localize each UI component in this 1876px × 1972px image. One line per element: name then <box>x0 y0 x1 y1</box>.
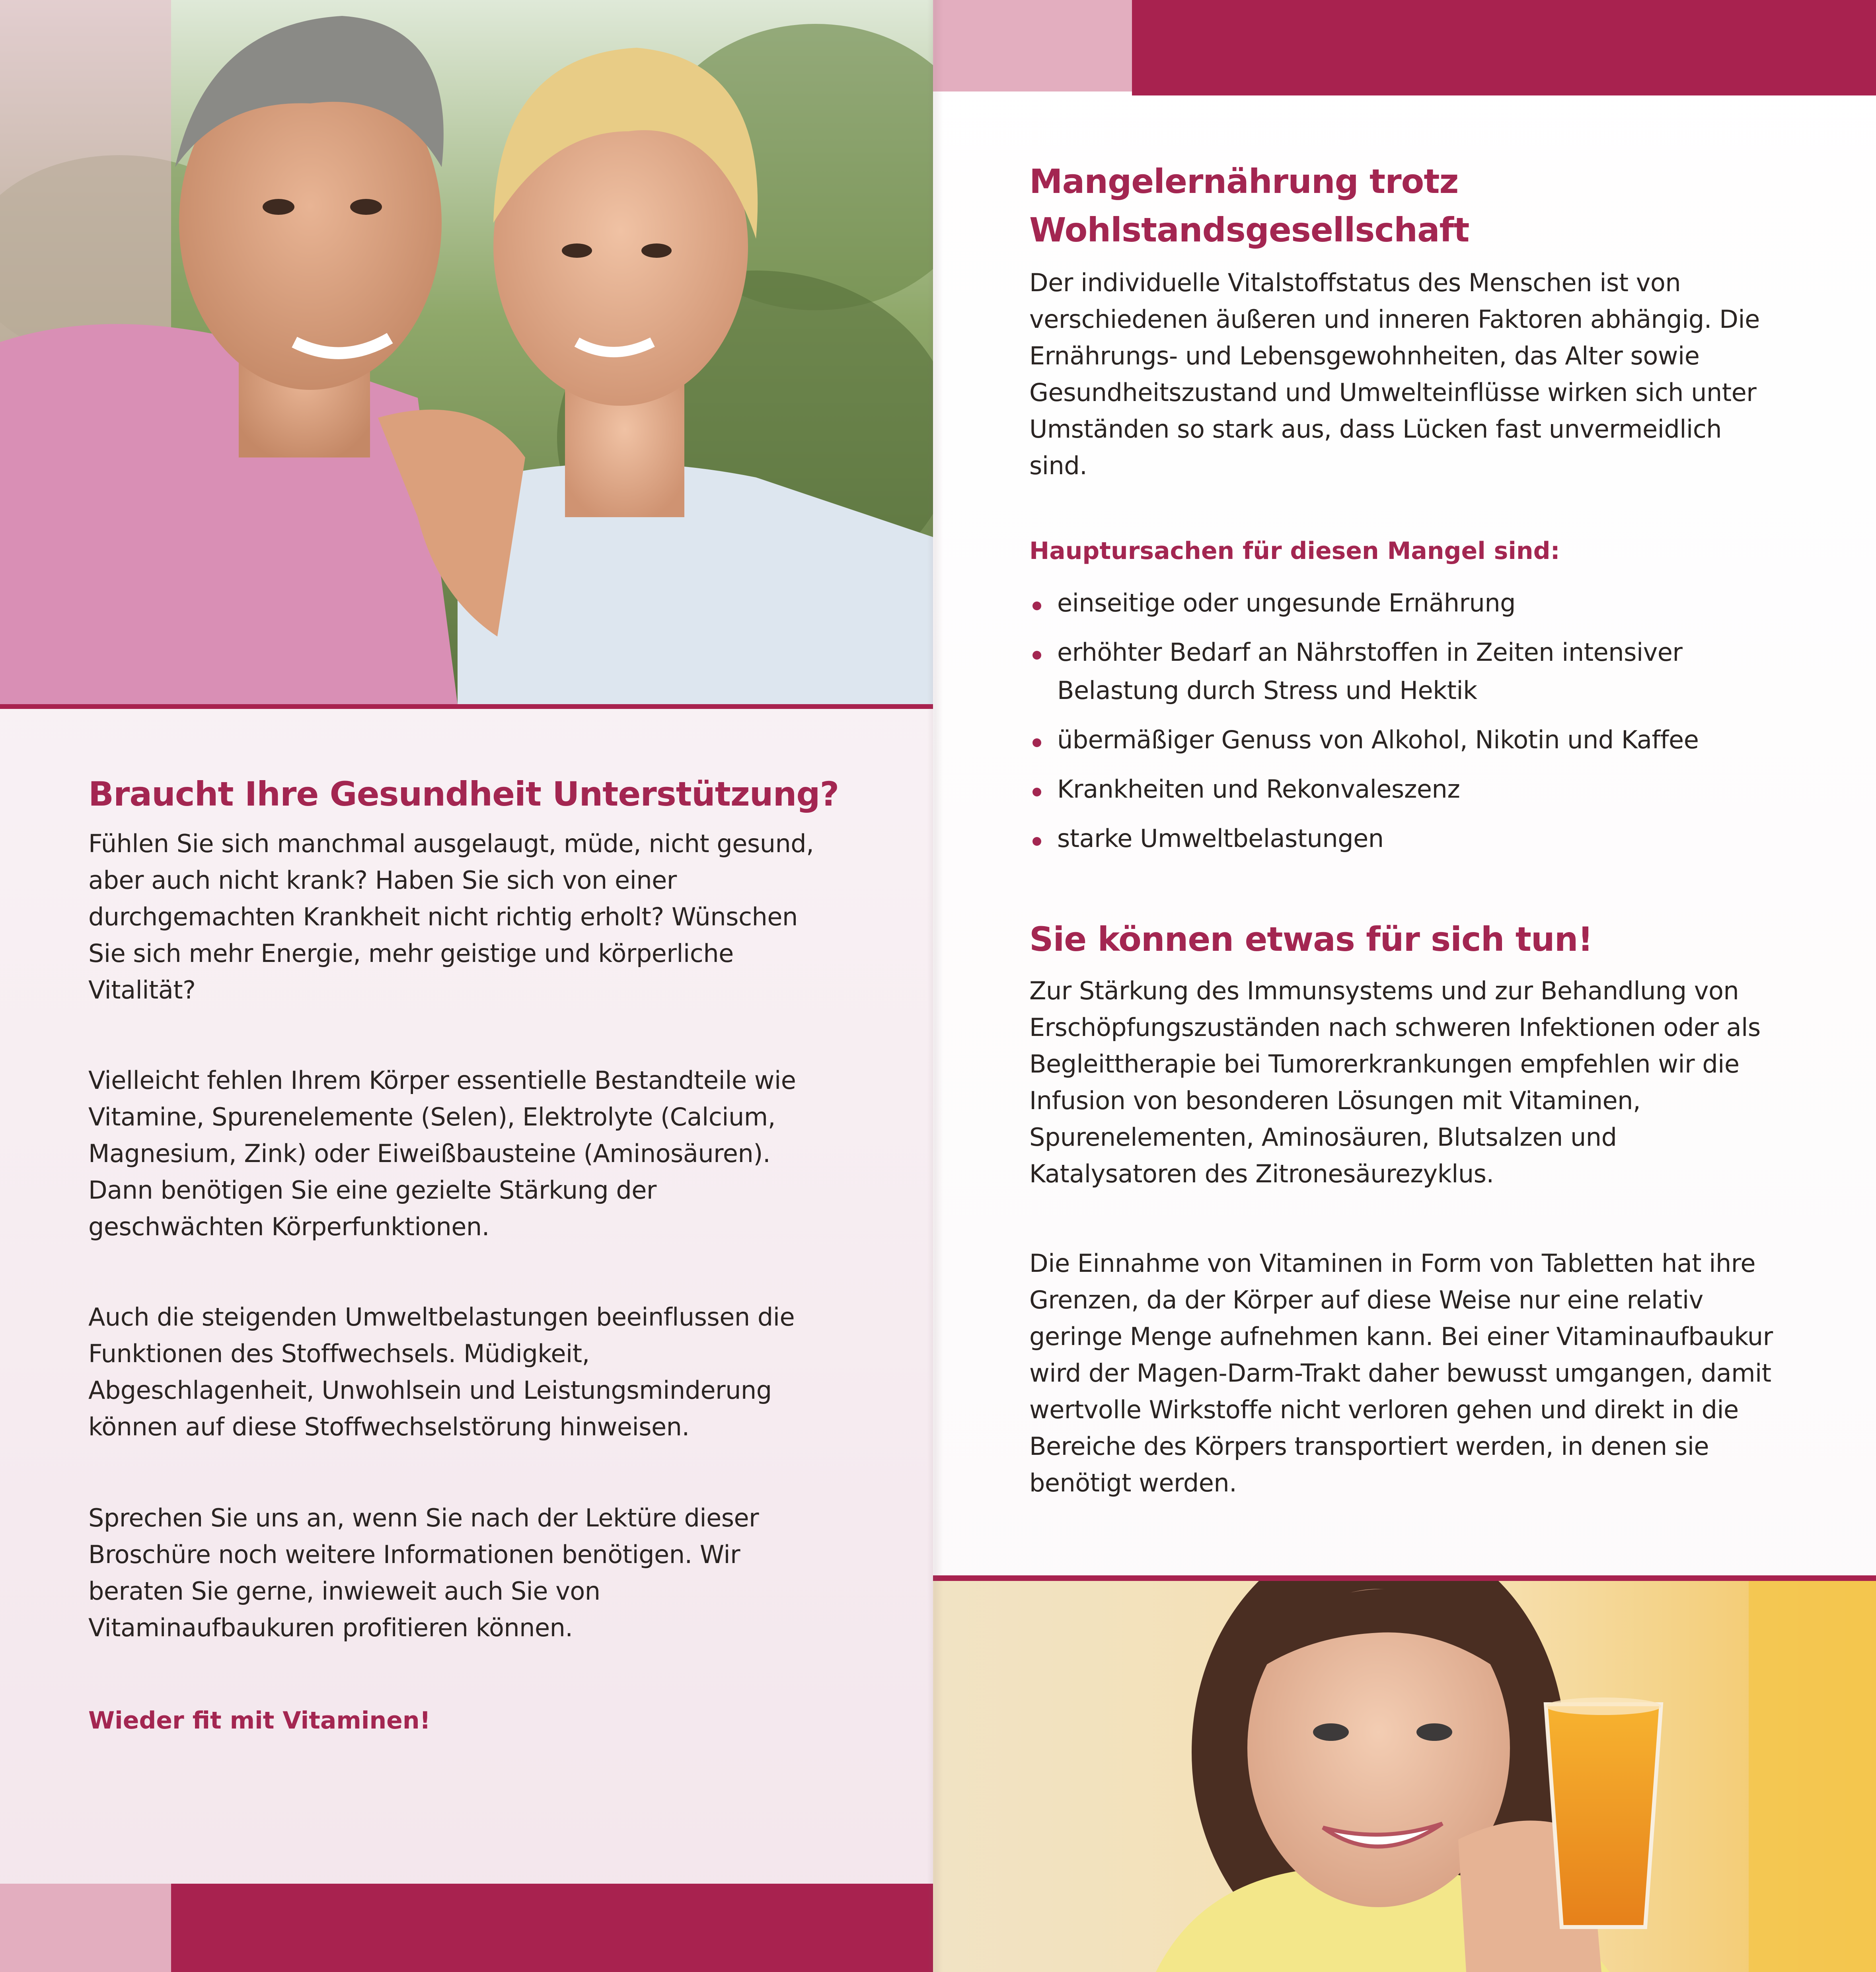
left-panel <box>0 0 933 1972</box>
couple-photo-illustration <box>0 0 933 704</box>
right-paragraph-2: Die Einnahme von Vitaminen in Form von Tabletten hat ihre Grenzen, da der Körper auf diese Weise nur eine relativ geringe Menge aufnehmen kann. Bei einer Vitaminaufbaukur wird der Magen-Darm-Trakt daher bewusst umgangen, damit wertvolle Wirkstoffe nicht verloren gehen und direkt in die Bereiche des Körpers transportiert werden, in denen sie benötigt werden. <box>1029 1249 1773 1497</box>
bullet-dot <box>1032 602 1041 610</box>
cause-item: starke Umweltbelastungen <box>1029 820 1761 858</box>
left-footer-bar <box>171 1884 933 1972</box>
photo-top-rule <box>933 1575 1876 1581</box>
right-heading-1-line-1: Mangelernährung trotz <box>1029 162 1459 201</box>
bullet-dot <box>1032 837 1041 846</box>
left-footer-pink-block <box>0 1884 171 1972</box>
right-header-bar <box>1132 0 1876 95</box>
right-heading-2: Sie können etwas für sich tun! <box>1029 920 1593 959</box>
right-paragraph-1: Zur Stärkung des Immunsystems und zur Behandlung von Erschöpfungszuständen nach schweren Infektionen oder als Begleittherapie bei Tumorerkrankungen empfehlen wir die Infusion von besonderen Lösungen mit Vitaminen, Spurenelementen, Aminosäuren, Blutsalzen und Katalysatoren des Zitronesäurezyklus. <box>1029 976 1761 1188</box>
photo-bottom-rule <box>0 704 933 709</box>
right-subheading: Hauptursachen für diesen Mangel sind: <box>1029 537 1560 565</box>
left-heading: Braucht Ihre Gesundheit Unterstützung? <box>88 775 839 814</box>
left-paragraph-4: Sprechen Sie uns an, wenn Sie nach der Lektüre dieser Broschüre noch weitere Informationen benötigen. Wir beraten Sie gerne, inwieweit auch Sie von Vitaminaufbaukuren profitieren können. <box>88 1503 759 1642</box>
center-fold <box>927 0 943 1972</box>
right-panel <box>933 0 1876 1972</box>
cause-item: Krankheiten und Rekonvaleszenz <box>1029 770 1761 808</box>
left-paragraph-1: Fühlen Sie sich manchmal ausgelaugt, müde, nicht gesund, aber auch nicht krank? Haben Sie sich von einer durchgemachten Krankheit nicht richtig erholt? Wünschen Sie sich mehr Energie, mehr geistige und körperliche Vitalität? <box>88 829 814 1004</box>
woman-with-juice-photo <box>933 1581 1876 1972</box>
left-tagline: Wieder fit mit Vitaminen! <box>88 1707 431 1735</box>
right-intro: Der individuelle Vitalstoffstatus des Menschen ist von verschiedenen äußeren und inneren Faktoren abhängig. Die Ernährungs- und Lebensgewohnheiten, das Alter sowie Gesundheitszustand und Umwelteinflüsse wirken sich unter Umständen so stark aus, dass Lücken fast unvermeidlich sind. <box>1029 268 1760 480</box>
cause-item: erhöhter Bedarf an Nährstoffen in Zeiten intensiver Belastung durch Stress und Hektik <box>1029 633 1761 710</box>
woman-photo-illustration <box>933 1581 1876 1972</box>
causes-list <box>1029 584 1761 858</box>
left-paragraph-3: Auch die steigenden Umweltbelastungen beeinflussen die Funktionen des Stoffwechsels. Müdigkeit, Abgeschlagenheit, Unwohlsein und Leistungsminderung können auf diese Stoffwechselstörung hinweisen. <box>88 1302 795 1441</box>
right-heading-1-line-2: Wohlstandsgesellschaft <box>1029 210 1469 249</box>
bullet-dot <box>1032 788 1041 796</box>
cause-item: übermäßiger Genuss von Alkohol, Nikotin und Kaffee <box>1029 721 1761 759</box>
cause-item: einseitige oder ungesunde Ernährung <box>1029 584 1761 622</box>
bullet-dot <box>1032 738 1041 747</box>
left-paragraph-2: Vielleicht fehlen Ihrem Körper essentielle Bestandteile wie Vitamine, Spurenelemente (Selen), Elektrolyte (Calcium, Magnesium, Zink) oder Eiweißbausteine (Aminosäuren). Dann benötigen Sie eine gezielte Stärkung der geschwächten Körperfunktionen. <box>88 1066 796 1241</box>
couple-photo <box>0 0 933 704</box>
right-header-pink-block <box>933 0 1132 91</box>
bullet-dot <box>1032 651 1041 660</box>
